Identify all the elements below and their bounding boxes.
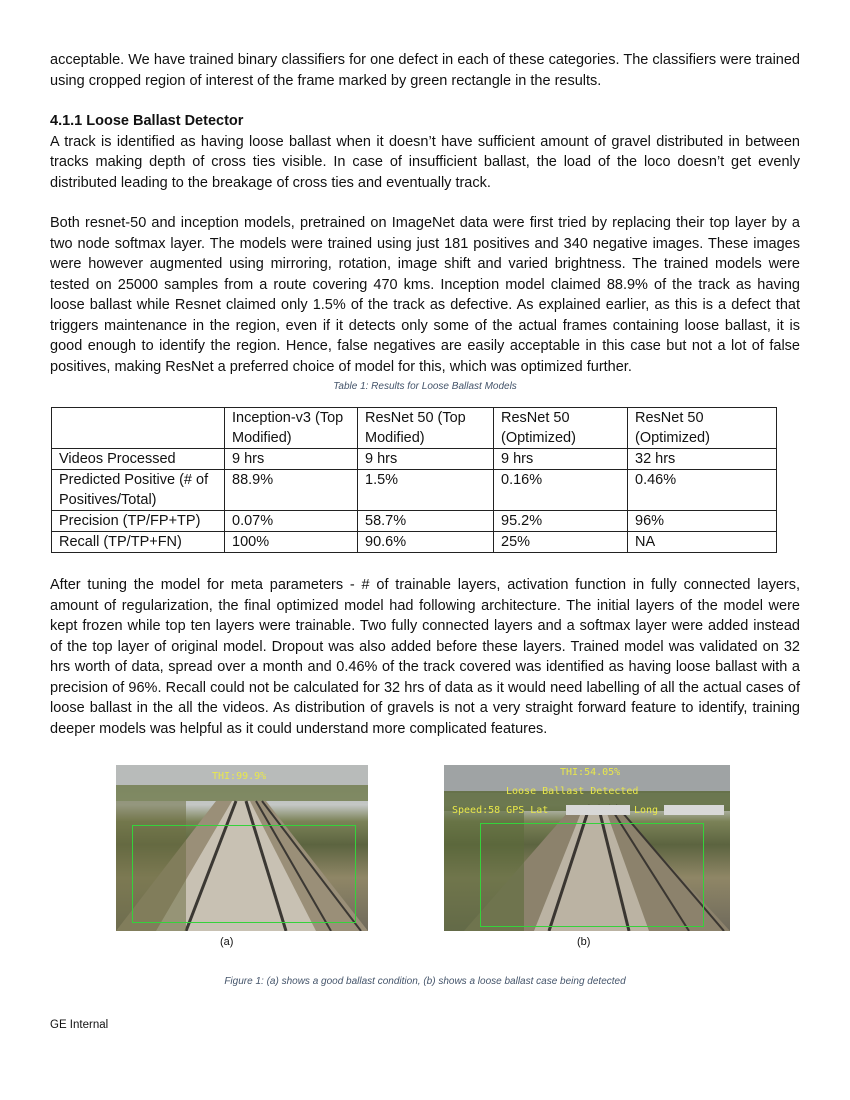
table-cell: 9 hrs xyxy=(225,449,358,470)
table-cell: NA xyxy=(628,532,777,553)
table-header-cell: ResNet 50 (Optimized) xyxy=(628,408,777,449)
table-header-row xyxy=(52,408,777,449)
document-page xyxy=(50,50,800,989)
table-caption: Table 1: Results for Loose Ballast Models xyxy=(333,381,517,392)
table-header-cell: Inception-v3 (Top Modified) xyxy=(225,408,358,449)
table-cell: 88.9% xyxy=(225,470,358,511)
results-table xyxy=(51,407,777,553)
table-cell: 96% xyxy=(628,511,777,532)
section-paragraph-1: A track is identified as having loose ballast when it doesn’t have sufficient amount of gravel distributed in between tracks making depth of cross ties visible. In case of insufficient ballast, the load of the loco doesn’t get evenly distributed leading to the breakage of cross ties and eventually track. xyxy=(50,133,800,191)
table-cell: 100% xyxy=(225,532,358,553)
table-cell: 32 hrs xyxy=(628,449,777,470)
figure-b-redacted-lat xyxy=(566,805,630,815)
figure-b-thi-text: THI:54.05% xyxy=(560,767,621,778)
section-paragraph-2: Both resnet-50 and inception models, pretrained on ImageNet data were first tried by replacing their top layer by a two node softmax layer. The models were trained using just 181 positives and 340 negative images. These images were however augmented using mirroring, rotation, image shift and varied brightness. The trained models were tested on 25000 samples from a route covering 470 kms. Inception model claimed 88.9% of the track as having loose ballast while Resnet claimed only 1.5% of the track as defective. As explained earlier, as this is a defect that triggers maintenance in the region, even if it detects only some of the actual frames containing loose ballast, it is good enough to identify the region. Hence, false negatives are easily acceptable in this case but not a lot of false positives, making ResNet a preferred choice of model for this, which was optimized further. xyxy=(50,215,800,375)
intro-paragraph: acceptable. We have trained binary classifiers for one defect in each of these categories. The classifiers were trained using cropped region of interest of the frame marked by green rectangle in the results. xyxy=(50,52,800,89)
figure-a-thi-text: THI:99.9% xyxy=(212,771,267,782)
figure-b-image xyxy=(444,765,730,931)
table-cell: Recall (TP/TP+FN) xyxy=(52,532,225,553)
table-header-cell xyxy=(52,408,225,449)
table-cell: 0.16% xyxy=(494,470,628,511)
table-cell: 58.7% xyxy=(358,511,494,532)
figure-b-redacted-long xyxy=(664,805,724,815)
figure-b-long-text: Long xyxy=(634,805,659,816)
table-row xyxy=(52,532,777,553)
table-cell: 25% xyxy=(494,532,628,553)
table-header-cell: ResNet 50 (Top Modified) xyxy=(358,408,494,449)
footer-label: GE Internal xyxy=(50,1019,109,1031)
table-cell: 9 hrs xyxy=(358,449,494,470)
figure-b-label: (b) xyxy=(577,936,591,948)
figure-group xyxy=(50,765,800,975)
table-cell: Predicted Positive (# of Positives/Total) xyxy=(52,470,225,511)
table-cell: 90.6% xyxy=(358,532,494,553)
after-table-paragraph: After tuning the model for meta parameters - # of trainable layers, activation function in fully connected layers, amount of regularization, the final optimized model had following architecture. The initial layers of the model were kept frozen while top ten layers were trainable. Two fully connected layers and a softmax layer were added instead of the top layer of original model. Dropout was also added before these layers. Trained model was validated on 32 hrs worth of data, spread over a month and 0.46% of the track covered was identified as having loose ballast with a precision of 96%. Recall could not be calculated for 32 hrs of data as it would need labelling of all the actual cases of loose ballast in the all the videos. As distribution of gravels is not a very straight forward feature to identify, training deeper models was helpful as it could understand more complicated features. xyxy=(50,577,800,737)
figure-b-speed-text: Speed:58 GPS Lat xyxy=(452,805,549,816)
table-cell: 0.07% xyxy=(225,511,358,532)
table-cell: 0.46% xyxy=(628,470,777,511)
table-header-cell: ResNet 50 (Optimized) xyxy=(494,408,628,449)
table-row xyxy=(52,470,777,511)
figure-a-roi-box xyxy=(132,825,356,923)
figure-b-status-text: Loose Ballast Detected xyxy=(506,786,639,797)
table-row xyxy=(52,511,777,532)
figure-caption: Figure 1: (a) shows a good ballast condition, (b) shows a loose ballast case being detected xyxy=(224,976,626,987)
table-cell: Videos Processed xyxy=(52,449,225,470)
table-cell: Precision (TP/FP+TP) xyxy=(52,511,225,532)
figure-b-roi-box xyxy=(480,823,704,927)
table-cell: 95.2% xyxy=(494,511,628,532)
table-cell: 9 hrs xyxy=(494,449,628,470)
table-cell: 1.5% xyxy=(358,470,494,511)
section-heading: 4.1.1 Loose Ballast Detector xyxy=(50,113,244,129)
figure-a-label: (a) xyxy=(220,936,234,948)
figure-a-image xyxy=(116,765,368,931)
table-row xyxy=(52,449,777,470)
